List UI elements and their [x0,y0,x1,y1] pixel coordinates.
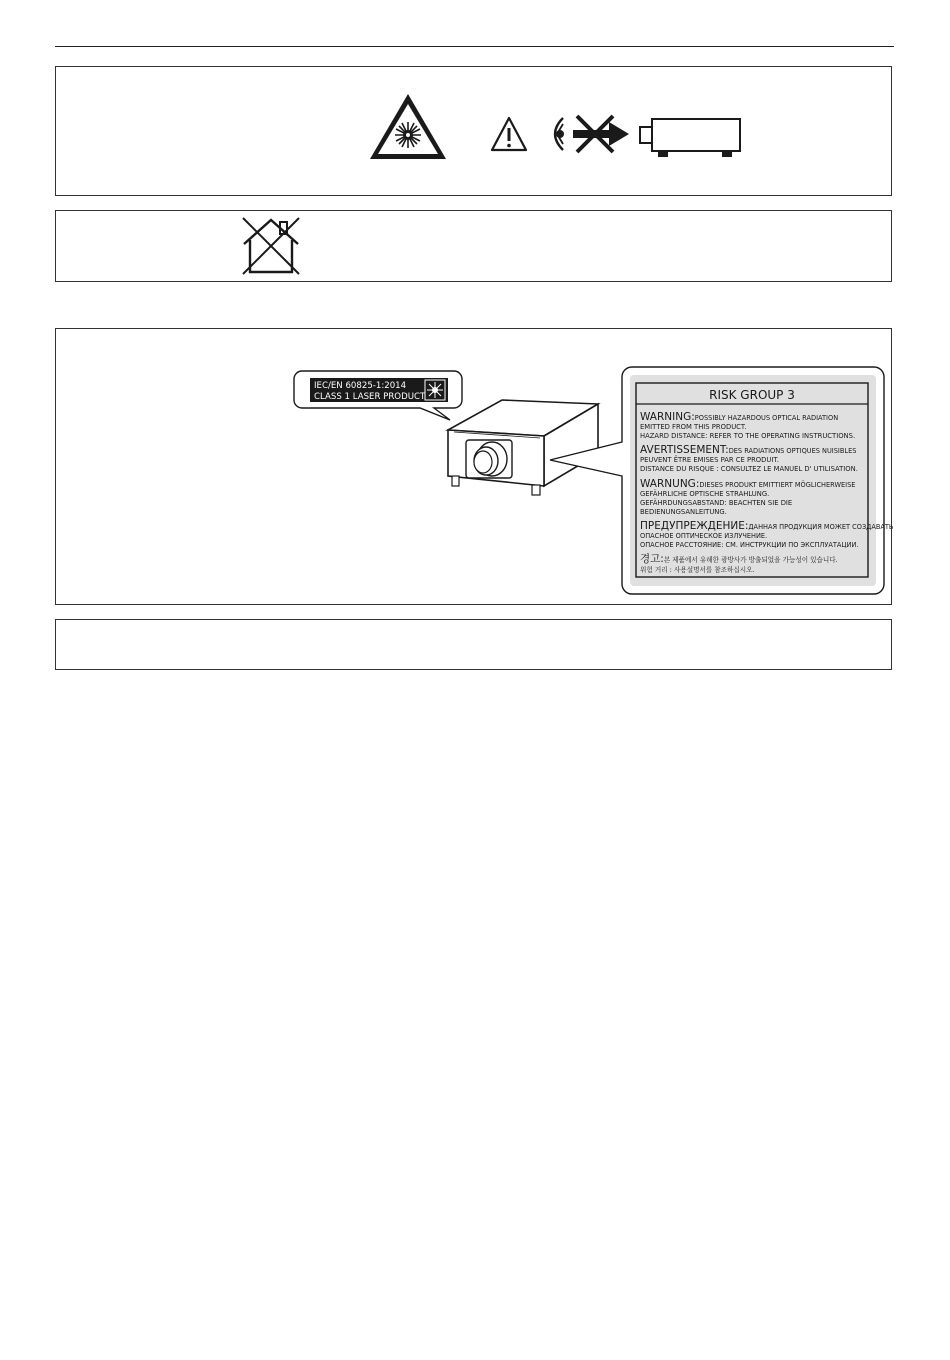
warning-fr-line: DISTANCE DU RISQUE : CONSULTEZ LE MANUEL D' UTILISATION. [640,465,858,473]
warning-ko: 경고:본 제품에서 유해한 광방사가 방출되었을 가능성이 있습니다. [640,553,838,565]
risk-group-label-text [636,383,894,577]
laser-class-label-text [310,378,430,404]
warning-de-line: GEFÄHRDUNGSABSTAND: BEACHTEN SIE DIE [640,499,793,507]
caution-icon [490,116,528,152]
warning-en: WARNING:POSSIBLY HAZARDOUS OPTICAL RADIATION [640,411,839,423]
laser-hazard-icon [368,92,448,162]
laser-label-line1: IEC/EN 60825-1:2014 [314,381,407,391]
no-home-use-icon [240,214,302,276]
warning-en-line: HAZARD DISTANCE: REFER TO THE OPERATING INSTRUCTIONS. [640,432,856,440]
warning-ru: ПРЕДУПРЕЖДЕНИЕ:ДАННАЯ ПРОДУКЦИЯ МОЖЕТ СОЗДАВАТЬ [640,520,894,532]
laser-warning-box [55,66,892,196]
home-use-warning-box [55,210,892,282]
warning-de-line: BEDIENUNGSANLEITUNG. [640,508,727,516]
warning-fr: AVERTISSEMENT:DES RADIATIONS OPTIQUES NUISIBLES [640,444,857,456]
warning-ru-line: ОПАСНОЕ РАССТОЯНИЕ: СМ. ИНСТРУКЦИИ ПО ЭКСПЛУАТАЦИИ. [640,541,859,549]
warning-en-line: EMITTED FROM THIS PRODUCT. [640,423,747,431]
risk-group-title: RISK GROUP 3 [709,388,795,402]
top-rule [55,46,894,47]
warning-de: WARNUNG:DIESES PRODUKT EMITTIERT MÖGLICHERWEISE [640,478,856,490]
projector-icon [638,115,744,160]
warning-ru-line: ОПАСНОЕ ОПТИЧЕСКОЕ ИЗЛУЧЕНИЕ. [640,532,768,540]
warning-de-line: GEFÄHRLICHE OPTISCHE STRAHLUNG. [640,490,770,498]
do-not-look-into-beam-icon [541,112,636,156]
laser-label-line2: CLASS 1 LASER PRODUCT [314,392,426,402]
warning-fr-line: PEUVENT ÊTRE EMISES PAR CE PRODUIT. [640,456,779,464]
note-box [55,619,892,670]
warning-ko-line: 위험 거리 : 사용설명서를 참조하십시오. [640,566,755,574]
